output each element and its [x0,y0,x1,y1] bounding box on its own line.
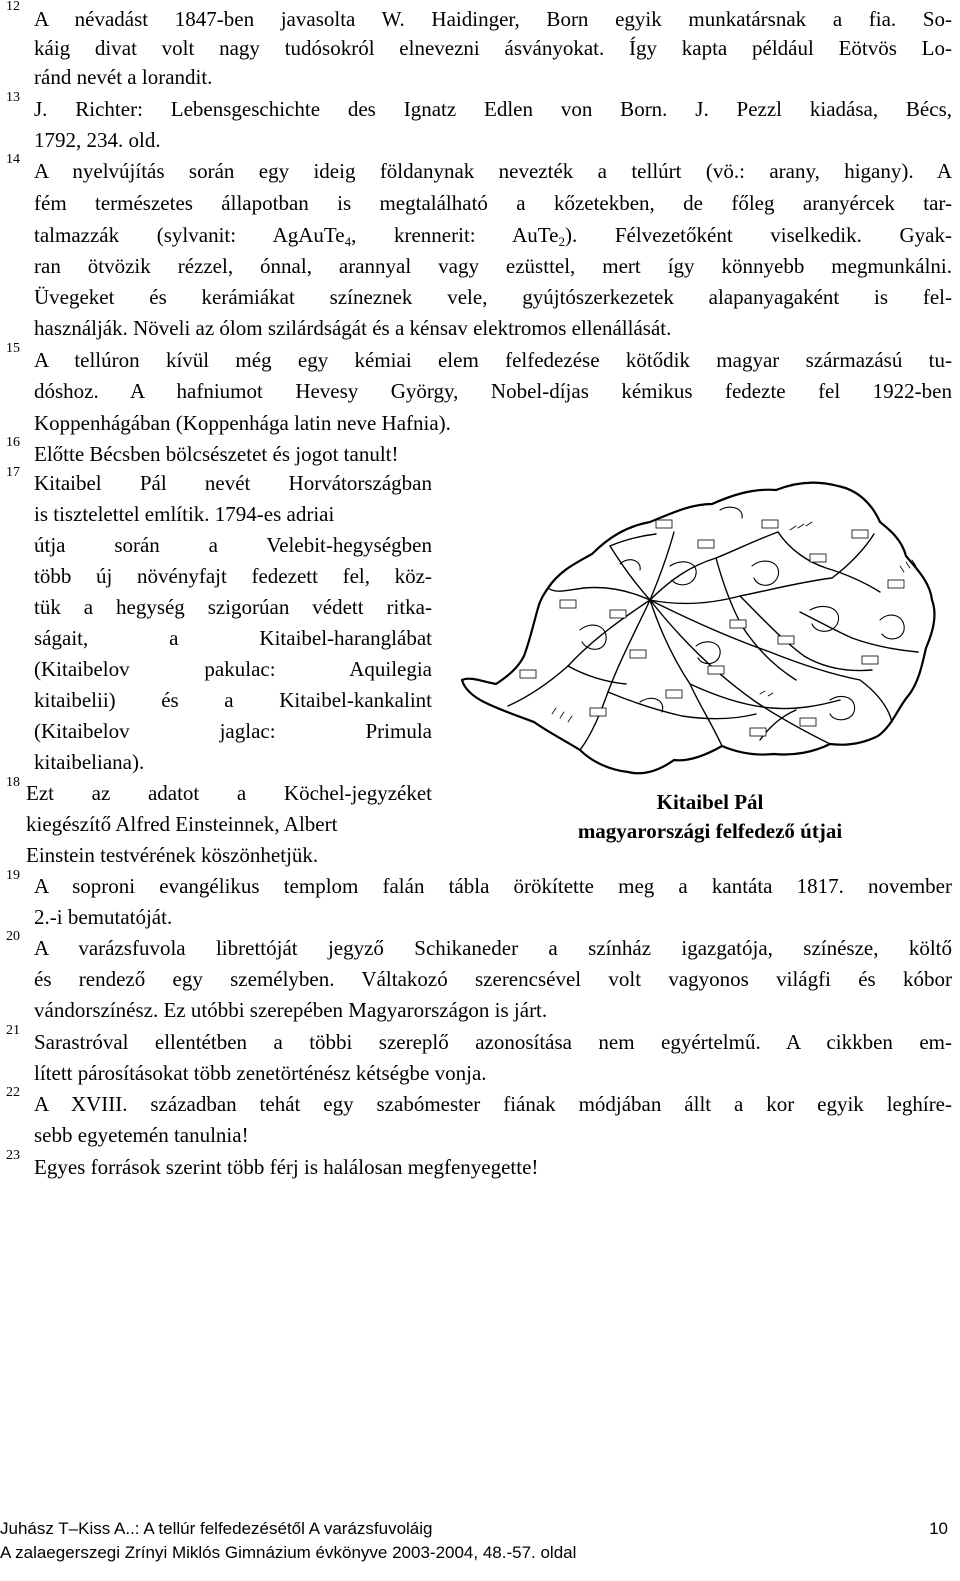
footnote-18-line-3: Einstein testvérének köszönhetjük. [26,843,319,867]
footnote-14-line-3-b: , krennerit: AuTe [351,223,559,247]
footnote-17-line-6: ságait, a Kitaibel-haranglábat [34,626,432,650]
sylvanit-subscript: 4 [344,234,352,249]
footnote-12-line-2: káig divat volt nagy tudósokról elnevezni ásványokat. Így kapta például Eötvös Lo- [34,36,952,60]
map-caption-line-1: Kitaibel Pál [656,790,764,814]
footnote-14-line-3-a: talmazzák (sylvanit: AgAuTe [34,223,345,247]
footer-citation-line-1: Juhász T–Kiss A..: A tellúr felfedezésétől A varázsfuvoláig [0,1519,433,1538]
footnote-16-line-1: Előtte Bécsben bölcsészetet és jogot tanult! [34,442,399,466]
footnote-14-line-3 [34,222,952,255]
krennerit-subscript: 2 [558,234,565,249]
footnote-21-line-2: lített párosításokat több zenetörténész kétségbe vonja. [34,1061,487,1085]
footnote-15-line-3: Koppenhágában (Koppenhága latin neve Hafnia). [34,411,451,435]
footnote-14-number: 14 [6,152,20,167]
footnote-15-line-1: A tellúron kívül még egy kémiai elem felfedezése kötődik magyar származású tu- [34,348,952,372]
footnote-15-number: 15 [6,341,20,356]
footnote-22-line-2: sebb egyetemén tanulnia! [34,1123,249,1147]
kitaibel-route-map [460,470,950,782]
footnote-13-line-2: 1792, 234. old. [34,128,161,152]
page-footer [0,1517,960,1565]
footnote-14-line-2: fém természetes állapotban is megtalálható a kőzetekben, de főleg aranyércek tar- [34,191,952,215]
footnote-17-number: 17 [6,465,20,480]
footnote-12-number: 12 [6,0,20,14]
footer-citation-line-2: A zalaegerszegi Zrínyi Miklós Gimnázium évkönyve 2003-2004, 48.-57. oldal [0,1543,577,1562]
footnote-15-line-2: dóshoz. A hafniumot Hevesy György, Nobel-díjas kémikus fedezte fel 1922-ben [34,379,952,403]
footnote-22-line-1: A XVIII. században tehát egy szabómester fiának módjában állt a kor egyik leghíre- [34,1092,952,1116]
footnote-14-line-4: ran ötvözik rézzel, ónnal, arannyal vagy ezüsttel, mert így könnyebb megmunkálni. [34,254,952,278]
footnote-20-number: 20 [6,929,20,944]
footnote-17-line-5: tük a hegység szigorúan védett ritka- [34,595,432,619]
footnote-16-number: 16 [6,435,20,450]
footnote-12-line-1: A névadást 1847-ben javasolta W. Haidinger, Born egyik munkatársnak a fia. So- [34,7,952,31]
footnote-19-number: 19 [6,868,20,883]
page-number: 10 [929,1519,948,1538]
footnote-17-line-9: (Kitaibelov jaglac: Primula [34,719,432,743]
footnote-14-line-6: használják. Növeli az ólom szilárdságát és a kénsav elektromos ellenállását. [34,316,672,340]
footnote-14-line-1: A nyelvújítás során egy ideig földanynak nevezték a tellúrt (vö.: arany, higany). A [34,159,952,183]
footnote-12-line-3: ránd nevét a lorandit. [34,65,213,89]
map-border [462,483,934,774]
footnote-18-number: 18 [6,775,20,790]
footnote-18-line-2: kiegészítő Alfred Einsteinnek, Albert [26,812,338,836]
footnote-21-number: 21 [6,1023,20,1038]
footnote-18-line-1: Ezt az adatot a Köchel-jegyzéket [26,781,432,805]
footnote-17-line-1: Kitaibel Pál nevét Horvátországban [34,471,432,495]
footnote-17-line-2: is tisztelettel említik. 1794-es adriai [34,502,335,526]
footnote-23-number: 23 [6,1148,20,1163]
footnote-23-line-1: Egyes források szerint több férj is halálosan megfenyegette! [34,1155,539,1179]
footnote-21-line-1: Sarastróval ellentétben a többi szereplő azonosítása nem egyértelmű. A cikkben em- [34,1030,952,1054]
footnote-14-line-3-c: ). Félvezetőként viselkedik. Gyak- [564,223,952,247]
map-caption-line-2: magyarországi felfedező útjai [577,819,843,843]
footnote-19-line-2: 2.-i bemutatóját. [34,905,173,929]
footnote-20-line-2: és rendező egy személyben. Váltakozó szerencsével volt vagyonos világfi és kóbor [34,967,952,991]
footnote-17-line-3: útja során a Velebit-hegységben [34,533,432,557]
footnote-13-number: 13 [6,90,20,105]
footnote-20-line-3: vándorszínész. Ez utóbbi szerepében Magyarországon is járt. [34,998,548,1022]
footnote-17-line-7: (Kitaibelov pakulac: Aquilegia [34,657,432,681]
footnote-19-line-1: A soproni evangélikus templom falán tábla örökítette meg a kantáta 1817. november [34,874,952,898]
footnote-13-line-1: J. Richter: Lebensgeschichte des Ignatz Edlen von Born. J. Pezzl kiadása, Bécs, [34,97,952,121]
footnote-17-line-10: kitaibeliana). [34,750,145,774]
footnote-17-line-8: kitaibelii) és a Kitaibel-kankalint [34,688,432,712]
map-caption [520,788,900,846]
footnote-14-line-5: Üvegeket és kerámiákat színeznek vele, gyújtószerkezetek alapanyagaként is fel- [34,285,952,309]
footnote-22-number: 22 [6,1085,20,1100]
footnote-17-line-4: több új növényfajt fedezett fel, köz- [34,564,432,588]
footnote-20-line-1: A varázsfuvola librettóját jegyző Schikaneder a színház igazgatója, színésze, költő [34,936,952,960]
